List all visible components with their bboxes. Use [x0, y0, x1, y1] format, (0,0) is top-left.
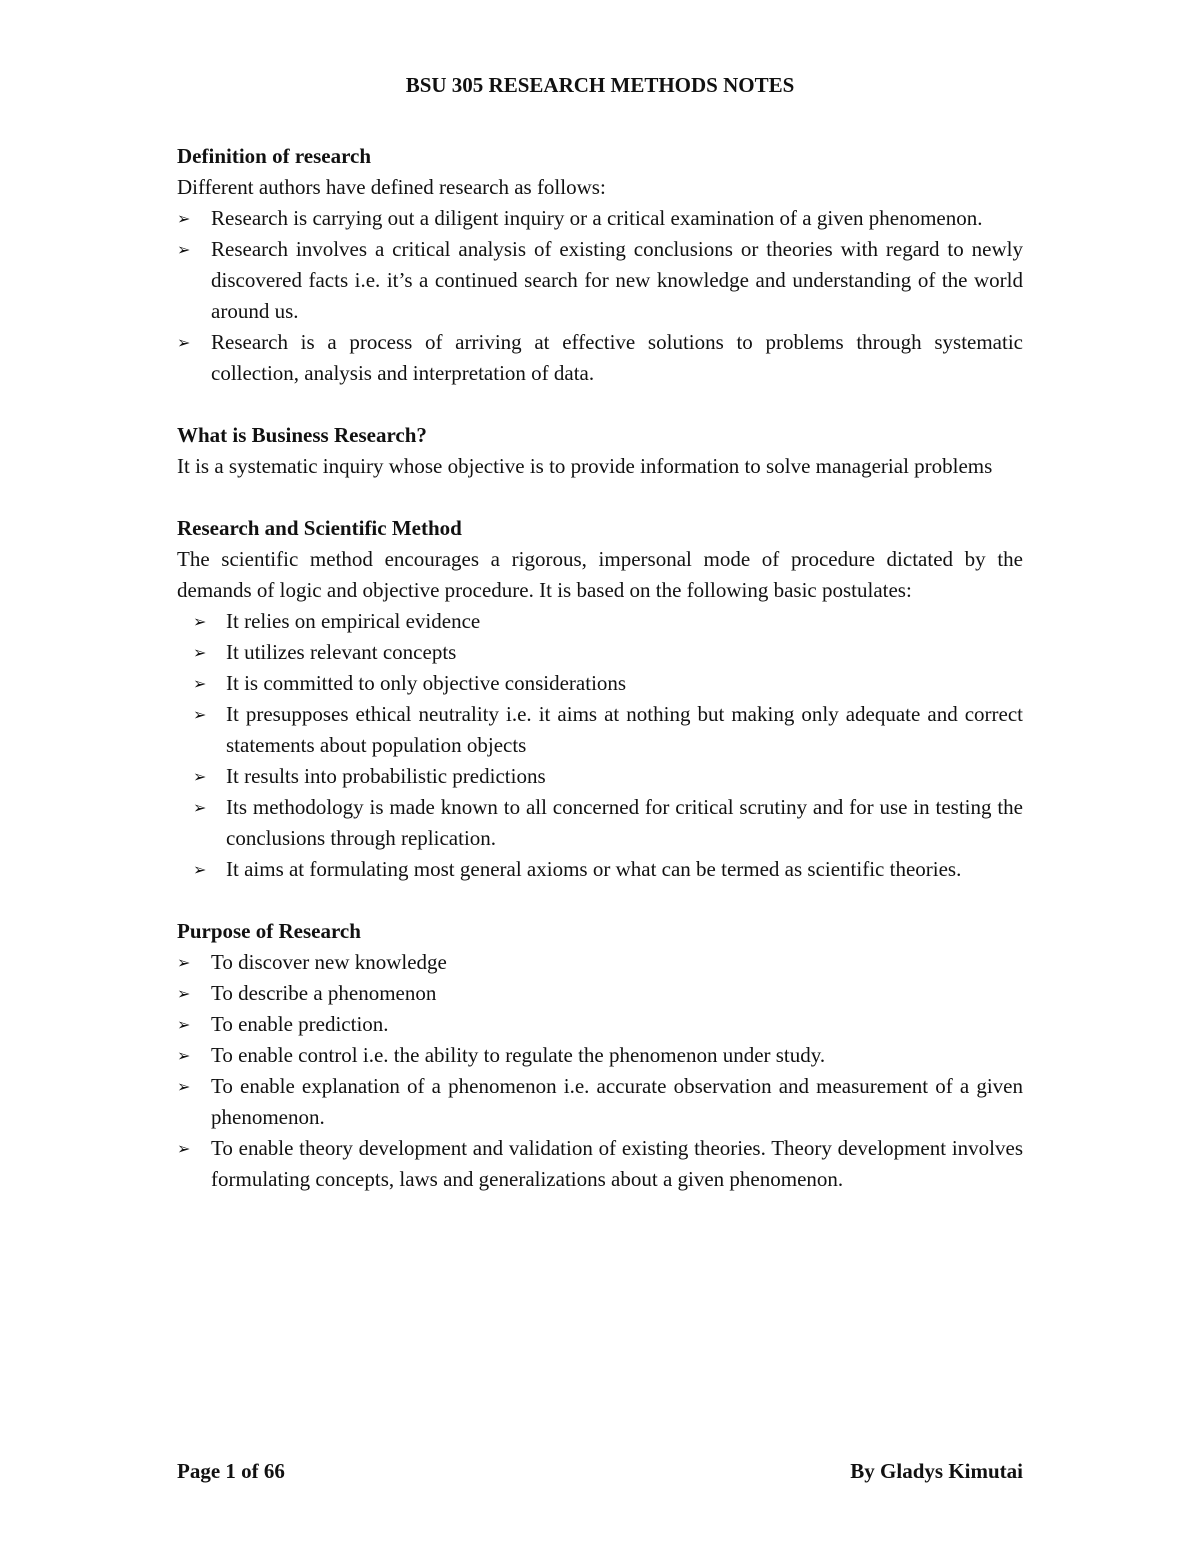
- section-heading: Definition of research: [177, 144, 372, 168]
- arrow-bullet-icon: ➢: [177, 1046, 191, 1065]
- arrow-bullet-icon: ➢: [177, 984, 191, 1003]
- author-credit: By Gladys Kimutai: [850, 1459, 1023, 1483]
- list-item-text: It results into probabilistic predictions: [226, 764, 546, 788]
- arrow-bullet-icon: ➢: [193, 798, 207, 817]
- page-number: Page 1 of 66: [177, 1459, 285, 1483]
- section-heading: Purpose of Research: [177, 919, 361, 943]
- section-purpose: [177, 916, 1023, 1195]
- list-item: [177, 327, 1023, 389]
- arrow-bullet-icon: ➢: [193, 643, 207, 662]
- list-item: [177, 606, 1023, 637]
- list-item-text: It aims at formulating most general axioms or what can be termed as scientific theories.: [226, 857, 962, 881]
- list-item-text: It presupposes ethical neutrality i.e. it aims at nothing but making only adequate and correct statements about population objects: [226, 702, 1023, 757]
- list-item: [177, 792, 1023, 854]
- list-item-text: Research involves a critical analysis of existing conclusions or theories with regard to newly discovered facts i.e. it’s a continued search for new knowledge and understanding of the world around us.: [211, 237, 1023, 323]
- arrow-bullet-icon: ➢: [177, 1077, 191, 1096]
- arrow-bullet-icon: ➢: [177, 209, 191, 228]
- list-item-text: It relies on empirical evidence: [226, 609, 481, 633]
- list-item: [177, 947, 1023, 978]
- arrow-bullet-icon: ➢: [193, 705, 207, 724]
- section-text: The scientific method encourages a rigorous, impersonal mode of procedure dictated by the demands of logic and objective procedure. It is based on the following basic postulates:: [177, 547, 1023, 602]
- list-item-text: Research is carrying out a diligent inquiry or a critical examination of a given phenomenon.: [211, 206, 983, 230]
- list-item: [177, 234, 1023, 327]
- purpose-list: [177, 947, 1023, 1195]
- section-definition: [177, 141, 1023, 389]
- section-text: It is a systematic inquiry whose objective is to provide information to solve managerial problems: [177, 454, 993, 478]
- list-item: [177, 637, 1023, 668]
- list-item-text: To enable control i.e. the ability to regulate the phenomenon under study.: [211, 1043, 826, 1067]
- list-item-text: To enable prediction.: [211, 1012, 389, 1036]
- arrow-bullet-icon: ➢: [193, 674, 207, 693]
- list-item: [177, 1071, 1023, 1133]
- section-heading: What is Business Research?: [177, 423, 427, 447]
- list-item: [177, 761, 1023, 792]
- list-item: [177, 1040, 1023, 1071]
- arrow-bullet-icon: ➢: [177, 1139, 191, 1158]
- list-item: [177, 699, 1023, 761]
- arrow-bullet-icon: ➢: [193, 860, 207, 879]
- list-item-text: It utilizes relevant concepts: [226, 640, 457, 664]
- list-item-text: To discover new knowledge: [211, 950, 447, 974]
- document-body: [177, 141, 1023, 1226]
- arrow-bullet-icon: ➢: [177, 1015, 191, 1034]
- list-item-text: Research is a process of arriving at effective solutions to problems through systematic collection, analysis and interpretation of data.: [211, 330, 1023, 385]
- list-item-text: To describe a phenomenon: [211, 981, 437, 1005]
- section-intro: Different authors have defined research as follows:: [177, 175, 606, 199]
- list-item: [177, 203, 1023, 234]
- arrow-bullet-icon: ➢: [177, 240, 191, 259]
- document-title: BSU 305 RESEARCH METHODS NOTES: [405, 73, 795, 97]
- list-item-text: To enable explanation of a phenomenon i.e. accurate observation and measurement of a given phenomenon.: [211, 1074, 1023, 1129]
- list-item: [177, 978, 1023, 1009]
- arrow-bullet-icon: ➢: [193, 612, 207, 631]
- list-item: [177, 1133, 1023, 1195]
- list-item-text: Its methodology is made known to all concerned for critical scrutiny and for use in testing the conclusions through replication.: [226, 795, 1023, 850]
- arrow-bullet-icon: ➢: [193, 767, 207, 786]
- list-item: [177, 1009, 1023, 1040]
- arrow-bullet-icon: ➢: [177, 953, 191, 972]
- arrow-bullet-icon: ➢: [177, 333, 191, 352]
- definition-list: [177, 203, 1023, 389]
- section-scientific-method: [177, 513, 1023, 885]
- list-item: [177, 854, 1023, 885]
- list-item: [177, 668, 1023, 699]
- section-heading: Research and Scientific Method: [177, 516, 462, 540]
- list-item-text: It is committed to only objective considerations: [226, 671, 627, 695]
- postulates-list: [177, 606, 1023, 885]
- section-business-research: [177, 420, 1023, 482]
- list-item-text: To enable theory development and validation of existing theories. Theory development involves formulating concepts, laws and generalizations about a given phenomenon.: [211, 1136, 1023, 1191]
